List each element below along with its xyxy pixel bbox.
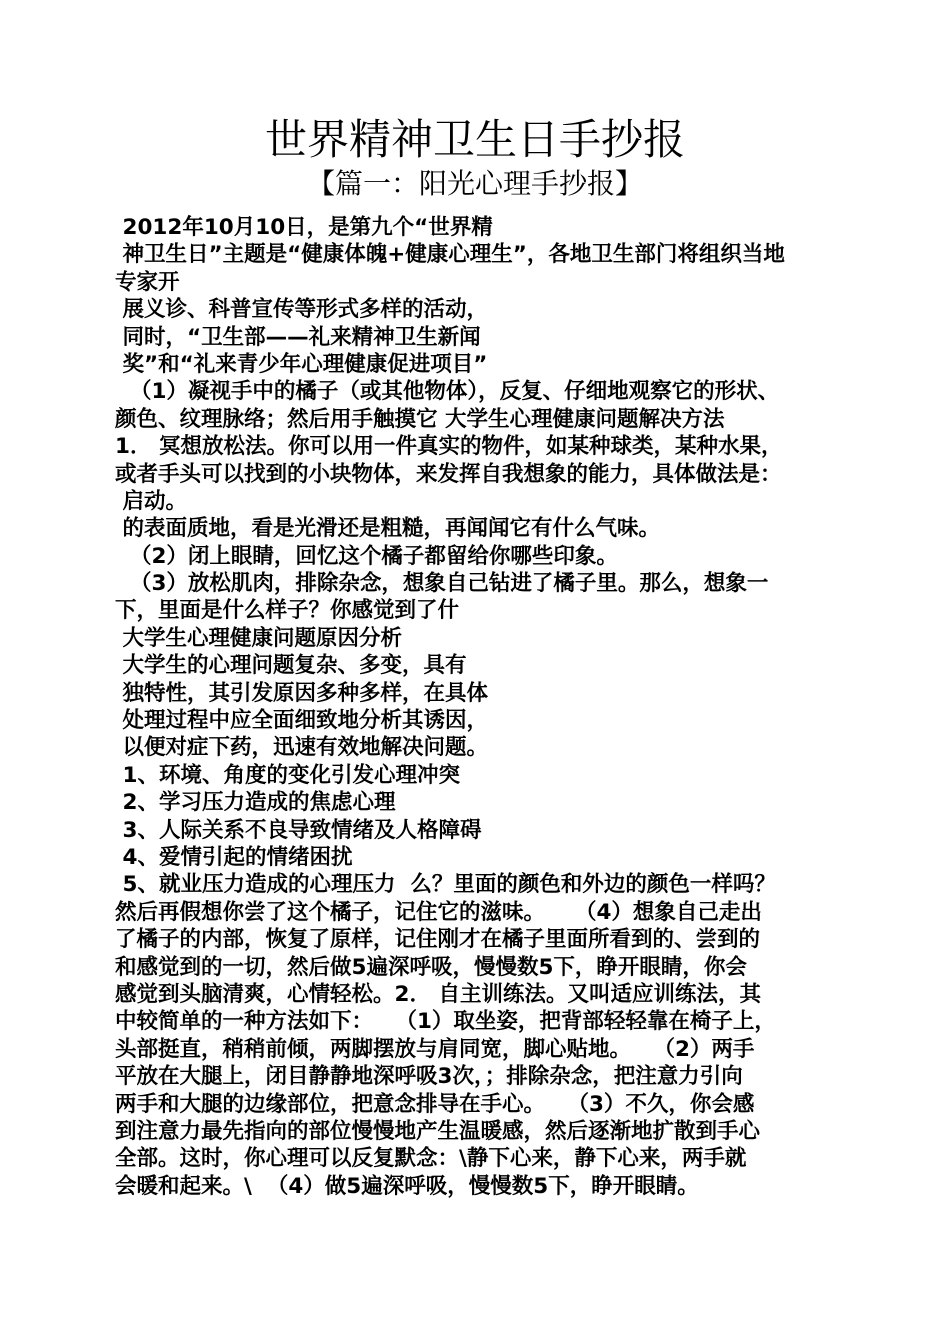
body-line: 颜色、纹理脉络；然后用手触摸它 大学生心理健康问题解决方法 — [115, 406, 725, 432]
body-line: 大学生心理健康问题原因分析 — [115, 625, 402, 651]
body-line: 会暖和起来。\ （4）做5遍深呼吸，慢慢数5下，睁开眼睛。 — [115, 1173, 699, 1199]
body-line: 然后再假想你尝了这个橘子，记住它的滋味。 （4）想象自己走出 — [115, 899, 762, 925]
body-line: 了橘子的内部，恢复了原样，记住刚才在橘子里面所看到的、尝到的 — [115, 927, 761, 953]
body-line: 独特性，其引发原因多种多样，在具体 — [115, 680, 488, 706]
document-body — [115, 214, 845, 1200]
body-line: 2、学习压力造成的焦虑心理 — [115, 790, 396, 816]
body-line: 同时，“卫生部——礼来精神卫生新闻 — [115, 324, 481, 350]
body-line: 3、人际关系不良导致情绪及人格障碍 — [115, 817, 482, 843]
body-line: 2012年10月10日，是第九个“世界精 — [115, 215, 493, 240]
body-line: （2）闭上眼睛，回忆这个橘子都留给你哪些印象。 — [115, 543, 618, 569]
body-line: 中较简单的一种方法如下： （1）取坐姿，把背部轻轻靠在椅子上， — [115, 1009, 776, 1035]
body-line: 处理过程中应全面细致地分析其诱因， — [115, 708, 488, 734]
body-line: 4、爱情引起的情绪困扰 — [115, 844, 353, 870]
body-line: 到注意力最先指向的部位慢慢地产生温暖感，然后逐渐地扩散到手心 — [115, 1118, 761, 1144]
body-line: 专家开 — [115, 269, 180, 295]
body-line: 感觉到头脑清爽，心情轻松。2． 自主训练法。又叫适应训练法，其 — [115, 981, 761, 1007]
body-line: 奖”和“礼来青少年心理健康促进项目” — [115, 351, 488, 377]
body-line: 大学生的心理问题复杂、多变，具有 — [115, 653, 467, 679]
body-line: 平放在大腿上，闭目静静地深呼吸3次，；排除杂念，把注意力引向 — [115, 1064, 743, 1090]
body-line: 展义诊、科普宣传等形式多样的活动， — [115, 297, 488, 323]
body-line: （1）凝视手中的橘子（或其他物体），反复、仔细地观察它的形状、 — [115, 379, 780, 405]
body-line: 和感觉到的一切，然后做5遍深呼吸，慢慢数5下，睁开眼睛，你会 — [115, 954, 747, 980]
body-line: 1． 冥想放松法。你可以用一件真实的物件，如某种球类，某种水果， — [115, 434, 783, 460]
body-line: 启动。 — [115, 488, 187, 514]
body-line: 的表面质地，看是光滑还是粗糙，再闻闻它有什么气味。 — [115, 516, 660, 542]
body-line: 或者手头可以找到的小块物体，来发挥自我想象的能力，具体做法是： — [115, 461, 782, 487]
body-line: 下，里面是什么样子？你感觉到了什 — [115, 598, 460, 624]
body-line: 头部挺直，稍稍前倾，两脚摆放与肩同宽，脚心贴地。 （2）两手 — [115, 1036, 755, 1062]
document-title: 世界精神卫生日手抄报 — [264, 115, 685, 164]
document-subtitle: 【篇一：阳光心理手抄报】 — [306, 167, 643, 200]
body-line: （3）放松肌肉，排除杂念，想象自己钻进了橘子里。那么，想象一 — [115, 571, 769, 597]
body-line: 以便对症下药，迅速有效地解决问题。 — [115, 735, 488, 761]
body-line: 神卫生日”主题是“健康体魄+健康心理生”，各地卫生部门将组织当地 — [115, 242, 785, 268]
body-line: 全部。这时，你心理可以反复默念：\静下心来，静下心来，两手就 — [115, 1146, 747, 1172]
body-line: 两手和大腿的边缘部位，把意念排导在手心。 （3）不久，你会感 — [115, 1091, 755, 1117]
body-line: 5、就业压力造成的心理压力 么？里面的颜色和外边的颜色一样吗？ — [115, 872, 776, 898]
body-line: 1、环境、角度的变化引发心理冲突 — [115, 762, 460, 788]
